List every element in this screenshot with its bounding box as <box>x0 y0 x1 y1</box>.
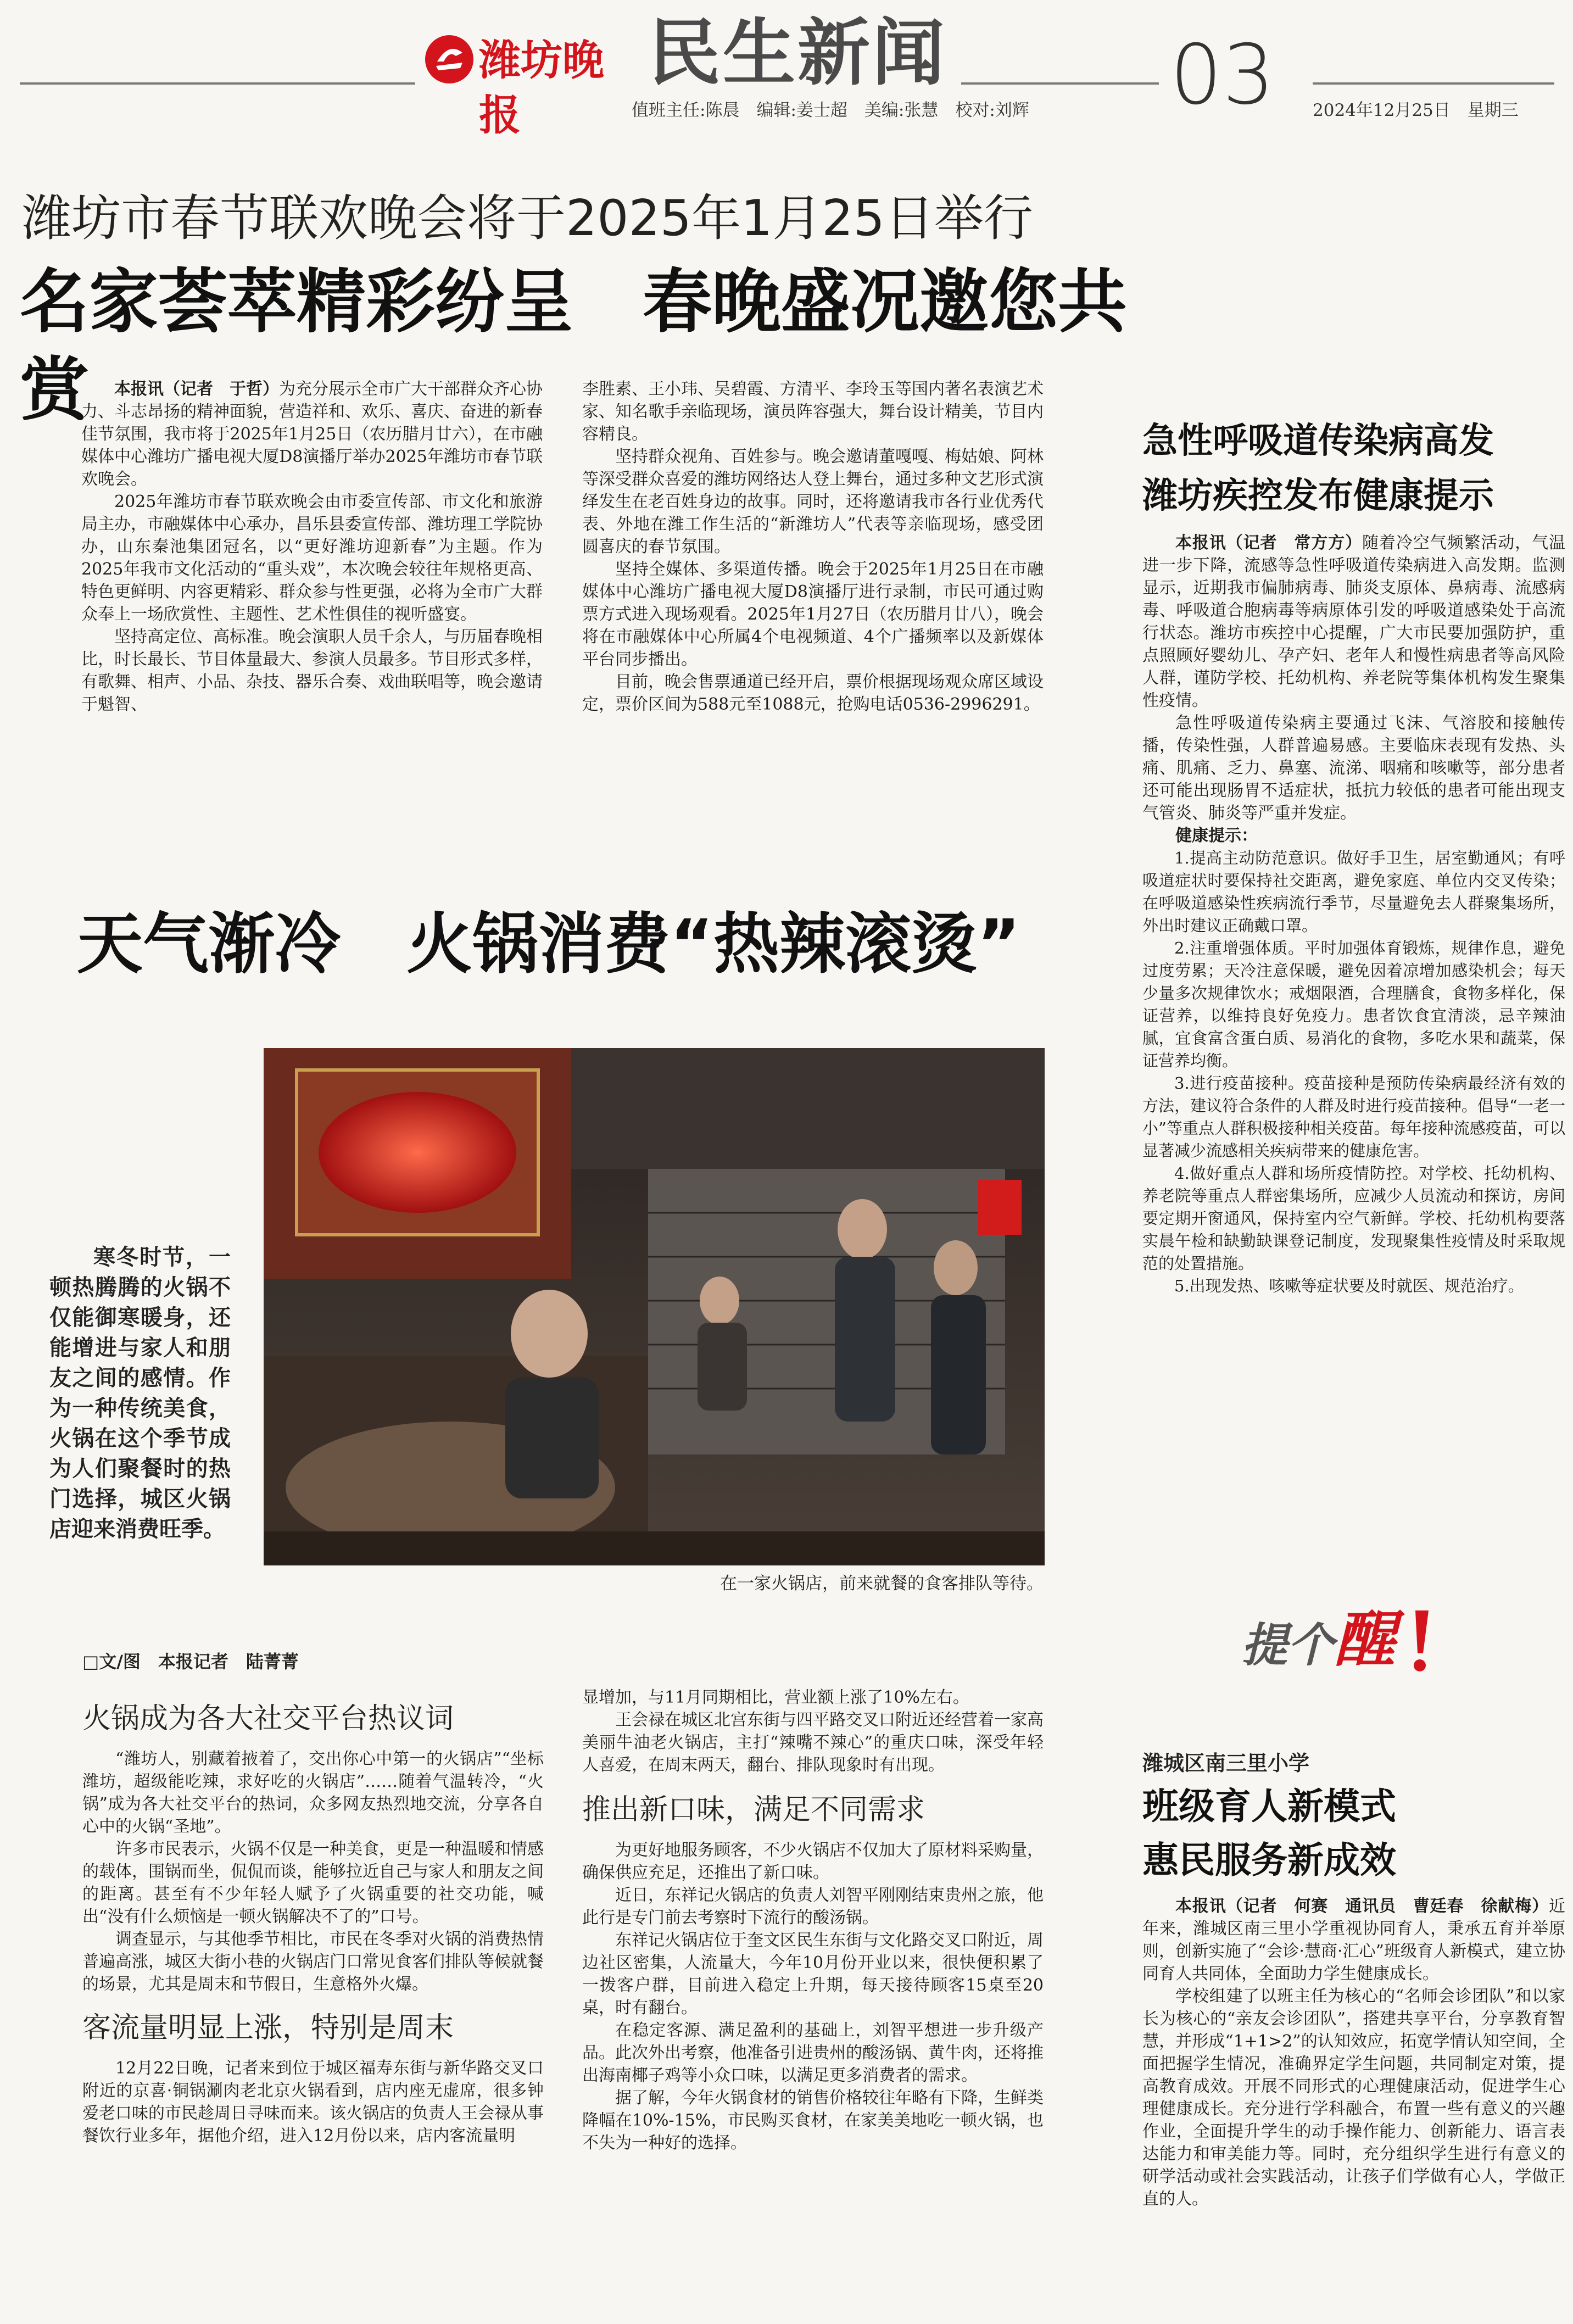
lead-para: 坚持群众视角、百姓参与。晚会邀请董嘎嘎、梅姑娘、阿林等深受群众喜爱的潍坊网络达人登上舞台，通过多种文艺形式演绎发生在老百姓身边的故事。同时，还将邀请我市各行业优秀代表、外地在潍工作生活的“新潍坊人”代表等亲临现场，感受团圆喜庆的春节氛围。 <box>582 447 1044 556</box>
school-para: 本报讯（记者 何赛 通讯员 曹廷春 徐献梅）近年来，潍城区南三里小学重视协同育人，秉承五育并举原则，创新实施了“会诊·慧商·汇心”班级育人新模式，建立协同育人共同体，全面助力学生健康成长。 <box>1142 1897 1565 1983</box>
lead-col-2 <box>582 378 1044 872</box>
lead-para: 坚持全媒体、多渠道传播。晚会于2025年1月25日在市融媒体中心潍坊广播电视大厦D8演播厅进行录制，市民可通过购票方式进入现场观看。2025年1月27日（农历腊月廿八），晚会将在市融媒体中心所属4个电视频道、4个广播频率以及新媒体平台同步播出。 <box>582 560 1044 669</box>
lead-para: 2025年潍坊市春节联欢晚会由市委宣传部、市文化和旅游局主办，市融媒体中心承办，昌乐县委宣传部、潍坊理工学院协办，山东秦池集团冠名，以“更好潍坊迎新春”为主题。作为2025年我市文化活动的“重头戏”，本次晚会较往年规格更高、特色更鲜明、内容更精彩、群众参与性更强，必将为全市广大群众奉上一场欣赏性、主题性、艺术性俱佳的视听盛宴。 <box>81 492 543 624</box>
lead-kicker: 潍坊市春节联欢晚会将于2025年1月25日举行 <box>22 190 1033 247</box>
health-tip: 1.提高主动防范意识。做好手卫生，居室勤通风；有呼吸道症状时要保持社交距离，避免家庭、单位内交叉传染；在呼吸道感染性疾病流行季节，尽量避免去人群聚集场所，外出时建议正确戴口罩。 <box>1142 849 1565 935</box>
masthead-rule-right <box>1313 82 1554 85</box>
lead-para: 李胜素、王小玮、吴碧霞、方清平、李玲玉等国内著名表演艺术家、知名歌手亲临现场，演员阵容强大，舞台设计精美，节目内容精良。 <box>582 380 1044 444</box>
school-kicker: 潍城区南三里小学 <box>1142 1751 1310 1775</box>
school-byline: 本报讯（记者 何赛 通讯员 曹廷春 徐献梅） <box>1175 1897 1549 1916</box>
logo-icon <box>424 34 475 85</box>
masthead-rule-mid <box>961 82 1159 85</box>
hotpot-para: 近日，东祥记火锅店的负责人刘智平刚刚结束贵州之旅，他此行是专门前去考察时下流行的酸汤锅。 <box>582 1886 1044 1927</box>
lead-byline: 本报讯（记者 于哲） <box>114 380 279 399</box>
section-title: 民生新闻 <box>648 10 947 96</box>
hotpot-photo <box>264 1048 1045 1565</box>
lead-para: 坚持高定位、高标准。晚会演职人员千余人，与历届春晚相比，时长最长、节目体量最大、参演人员最多。节目形式多样，有歌舞、相声、小品、杂技、器乐合奏、戏曲联唱等，晚会邀请于魁智、 <box>81 627 543 714</box>
hotpot-intro: 寒冬时节，一顿热腾腾的火锅不仅能御寒暖身，还能增进与家人和朋友之间的感情。作为一种传统美食，火锅在这个季节成为人们聚餐时的热门选择，城区火锅店迎来消费旺季。 <box>49 1245 231 1542</box>
hotpot-byline: □文/图 本报记者 陆菁菁 <box>82 1651 299 1672</box>
date-line: 2024年12月25日 星期三 <box>1313 101 1519 120</box>
health-tip: 2.注重增强体质。平时加强体育锻炼，规律作息，避免过度劳累；天冷注意保暖，避免因着凉增加感染机会；每天少量多次规律饮水；戒烟限酒，合理膳食，食物多样化，保证营养，以维持良好免疫力。患者饮食宜清淡，忌辛辣油腻，宜食富含蛋白质、易消化的食物，多吃水果和蔬菜，保证营养均衡。 <box>1142 939 1565 1070</box>
health-tip: 5.出现发热、咳嗽等症状要及时就医、规范治疗。 <box>1174 1277 1524 1295</box>
exclamation-icon <box>1403 1608 1436 1674</box>
reminder-text: 提个 <box>1241 1618 1334 1672</box>
health-byline: 本报讯（记者 常方方） <box>1175 533 1362 553</box>
school-body <box>1142 1895 1565 2321</box>
health-tip: 4.做好重点人群和场所疫情防控。对学校、托幼机构、养老院等重点人群密集场所，应减少人员流动和探访，房间要定期开窗通风，保持室内空气新鲜。学校、托幼机构要落实晨午检和缺勤缺课登记制度，发现聚集性疫情及时采取规范的处置措施。 <box>1142 1164 1565 1273</box>
health-body <box>1142 532 1565 1603</box>
hotpot-para: 调查显示，与其他季节相比，市民在冬季对火锅的消费热情普遍高涨，城区大街小巷的火锅店门口常见食客们排队等候就餐的场景，尤其是周末和节假日，生意格外火爆。 <box>82 1930 544 1994</box>
hotpot-subhead-1: 火锅成为各大社交平台热议词 <box>82 1702 454 1735</box>
hotpot-para: “潍坊人，别藏着掖着了，交出你心中第一的火锅店”“坐标潍坊，超级能吃辣，求好吃的火锅店”……随着气温转冷，“火锅”成为各大社交平台的热词，众多网友热烈地交流，分享各自心中的火锅“圣地”。 <box>82 1749 544 1836</box>
lead-headline: 名家荟萃精彩纷呈 春晚盛况邀您共赏 <box>20 261 1127 430</box>
page-number: 03 <box>1170 27 1275 123</box>
hotpot-para: 显增加，与11月同期相比，营业额上涨了10%左右。 <box>582 1688 969 1707</box>
health-headline-2: 潍坊疾控发布健康提示 <box>1142 475 1494 516</box>
health-headline-1: 急性呼吸道传染病高发 <box>1142 420 1494 461</box>
health-tips-title: 健康提示： <box>1175 826 1258 845</box>
photo-caption: 在一家火锅店，前来就餐的食客排队等待。 <box>720 1574 1044 1593</box>
hotpot-headline: 天气渐冷 火锅消费“热辣滚烫” <box>77 906 1020 983</box>
lead-para: 本报讯（记者 于哲）为充分展示全市广大干部群众齐心协力、斗志昂扬的精神面貌，营造祥和、欢乐、喜庆、奋进的新春佳节氛围，我市将于2025年1月25日（农历腊月廿六），在市融媒体中心潍坊广播电视大厦D8演播厅举办2025年潍坊市春节联欢晚会。 <box>81 380 543 489</box>
staff-line: 值班主任:陈晨 编辑:姜士超 美编:张慧 校对:刘辉 <box>632 101 1029 120</box>
health-tip: 3.进行疫苗接种。疫苗接种是预防传染病最经济有效的方法，建议符合条件的人群及时进行疫苗接种。倡导“一老一小”等重点人群积极接种相关疫苗。每年接种流感疫苗，可以显著减少流感相关疾病带来的健康危害。 <box>1142 1074 1565 1160</box>
hotpot-para: 东祥记火锅店位于奎文区民生东街与文化路交叉口附近，周边社区密集，人流量大，今年10月份开业以来，很快便积累了一拨客户群，目前进入稳定上升期，每天接待顾客15桌至20桌，时有翻台。 <box>582 1931 1044 2018</box>
hotpot-para: 据了解，今年火锅食材的销售价格较往年略有下降，生鲜类降幅在10%-15%，市民购买食材，在家美美地吃一顿火锅，也不失为一种好的选择。 <box>582 2088 1044 2153</box>
school-para: 学校组建了以班主任为核心的“名师会诊团队”和以家长为核心的“亲友会诊团队”，搭建共享平台，分享教育智慧，并形成“1+1>2”的认知效应，拓宽学情认知空间，全面把握学生情况，准确界定学生问题，共同制定对策，提高教育成效。开展不同形式的心理健康活动，促进学生心理健康成长。充分进行学科融合，布置一些有意义的兴趣作业，全面提升学生的动手操作能力、创新能力、语言表达能力和审美能力等。同时，充分组织学生进行有意义的研学活动或社会实践活动，让孩子们学做有心人，学做正直的人。 <box>1142 1987 1565 2209</box>
hotpot-para: 王会禄在城区北宫东街与四平路交叉口附近还经营着一家高美丽牛油老火锅店，主打“辣嘴不辣心”的重庆口味，深受年轻人喜爱，在周末两天，翻台、排队现象时有出现。 <box>582 1710 1044 1775</box>
masthead <box>0 0 1573 140</box>
hotpot-subhead-3: 推出新口味，满足不同需求 <box>582 1793 925 1826</box>
logo-text: 潍坊晚报 <box>479 36 604 140</box>
hotpot-para: 为更好地服务顾客，不少火锅店不仅加大了原材料采购量，确保供应充足，还推出了新口味。 <box>582 1841 1044 1882</box>
school-headline-2: 惠民服务新成效 <box>1142 1838 1396 1881</box>
hotpot-para: 12月22日晚，记者来到位于城区福寿东街与新华路交叉口附近的京喜·铜锅涮肉老北京火锅看到，店内座无虚席，很多钟爱老口味的市民趁周日寻味而来。该火锅店的负责人王会禄从事餐饮行业多年，据他介绍，进入12月份以来，店内客流量明 <box>82 2059 544 2145</box>
reminder-badge <box>1241 1604 1483 1681</box>
hotpot-para: 许多市民表示，火锅不仅是一种美食，更是一种温暖和情感的载体，围锅而坐，侃侃而谈，能够拉近自己与家人和朋友之间的距离。甚至有不少年轻人赋予了火锅重要的社交功能，喊出“没有什么烦恼是一顿火锅解决不了的”口号。 <box>82 1840 544 1926</box>
school-headline-1: 班级育人新模式 <box>1142 1785 1396 1827</box>
health-para: 本报讯（记者 常方方）随着冷空气频繁活动，气温进一步下降，流感等急性呼吸道传染病进入高发期。监测显示，近期我市偏肺病毒、肺炎支原体、鼻病毒、流感病毒、呼吸道合胞病毒等病原体引发的呼吸道感染处于高流行状态。潍坊市疾控中心提醒，广大市民要加强防护，重点照顾好婴幼儿、孕产妇、老年人和慢性病患者等高风险人群，谨防学校、托幼机构、养老院等集体机构发生聚集性疫情。 <box>1142 533 1565 710</box>
masthead-rule-left <box>20 82 415 85</box>
lead-para: 目前，晚会售票通道已经开启，票价根据现场观众席区域设定，票价区间为588元至1088元，抢购电话0536-2996291。 <box>582 672 1044 714</box>
hotpot-para: 在稳定客源、满足盈利的基础上，刘智平想进一步升级产品。此次外出考察，他准备引进贵州的酸汤锅、黄牛肉，还将推出海南椰子鸡等小众口味，以满足更多消费者的需求。 <box>582 2021 1044 2085</box>
hotpot-col-2 <box>582 1686 1044 2320</box>
health-para: 急性呼吸道传染病主要通过飞沫、气溶胶和接触传播，传染性强，人群普遍易感。主要临床表现有发热、头痛、肌痛、乏力、鼻塞、流涕、咽痛和咳嗽等，部分患者还可能出现肠胃不适症状，抵抗力较低的患者可能出现支气管炎、肺炎等严重并发症。 <box>1142 714 1565 823</box>
hotpot-subhead-2: 客流量明显上涨，特别是周末 <box>82 2011 454 2044</box>
lead-col-1 <box>81 378 543 872</box>
reminder-text-accent: 醒 <box>1335 1604 1395 1675</box>
hotpot-col-1 <box>82 1702 544 2320</box>
